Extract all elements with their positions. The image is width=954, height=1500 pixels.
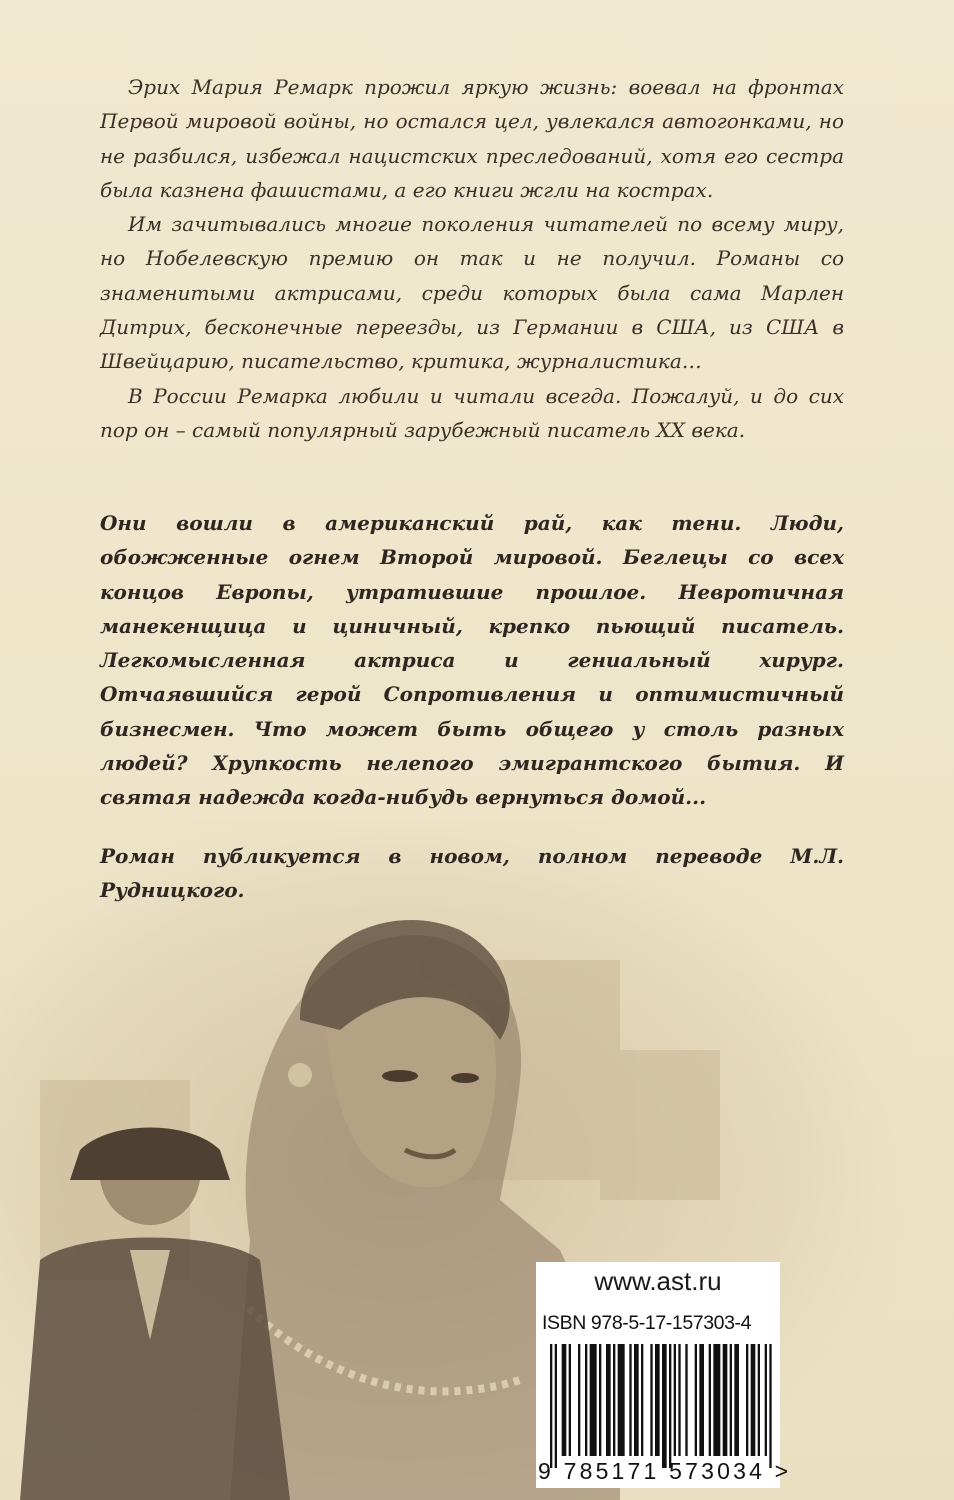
barcode-bar (562, 1344, 567, 1456)
barcode-bar (655, 1344, 660, 1456)
barcode-bar (590, 1344, 597, 1456)
sepia-photo-illustration (0, 820, 954, 1500)
biography-paragraph: Эрих Мария Ремарк прожил яркую жизнь: воевал на фронтах Первой мировой войны, но остался цел, увлекался автогонками, но не разбился, избежал нацистских преследований, хотя его сестра была казнена фашистами, а его книги жгли на кострах. (100, 75, 844, 202)
publisher-website: www.ast.ru (594, 1266, 722, 1296)
barcode-bar (641, 1344, 643, 1456)
barcode-bar (669, 1344, 671, 1468)
barcode-bar (769, 1344, 771, 1468)
barcode-bar (674, 1344, 676, 1456)
barcode-bar (713, 1344, 720, 1456)
barcode-bar (634, 1344, 639, 1456)
barcode-bar (765, 1344, 767, 1456)
barcode-icon (550, 1344, 774, 1468)
barcode-bar (699, 1344, 704, 1456)
barcode-bar (650, 1344, 652, 1456)
barcode-label (536, 1262, 792, 1488)
barcode-digits: 9 785171 573034 > (538, 1458, 792, 1484)
barcode-bar (723, 1344, 728, 1456)
barcode-bar (662, 1344, 667, 1468)
isbn-number: ISBN 978-5-17-157303-4 (542, 1312, 752, 1334)
barcode-bar (678, 1344, 680, 1456)
barcode-bar (613, 1344, 615, 1456)
barcode-bar (751, 1344, 756, 1456)
translation-note: Роман публикуется в новом, полном переводе М.Л. Рудницкого. (100, 843, 844, 902)
barcode-bar (606, 1344, 611, 1456)
barcode-bar (685, 1344, 687, 1456)
barcode-bar (555, 1344, 557, 1468)
barcode-bar (569, 1344, 571, 1456)
barcode-bar (758, 1344, 760, 1456)
barcode-bar (695, 1344, 697, 1456)
summary-paragraph: Они вошли в американский рай, как тени. Люди, обожженные огнем Второй мировой. Беглецы со всех концов Европы, утратившие прошлое. Невротичная манекенщица и циничный, крепко пьющий писатель. Легкомысленная актриса и гениальный хирург. Отчаявшийся герой Сопротивления и оптимистичный бизнесмен. Что может быть общего у столь разных людей? Хрупкость нелепого эмигрантского бытия. И святая надежда когда-нибудь вернуться домой... (100, 511, 844, 810)
biography-paragraph: В России Ремарка любили и читали всегда. Пожалуй, и до сих пор он – самый популярный зарубежный писатель XX века. (100, 383, 844, 442)
book-summary (100, 506, 844, 907)
biography-paragraph: Им зачитывались многие поколения читателей по всему миру, но Нобелевскую премию он так и не получил. Романы со знаменитыми актрисами, среди которых была сама Марлен Дитрих, бесконечные переезды, из Германии в США, из США в Швейцарию, писательство, критика, журналистика… (100, 212, 844, 374)
barcode-bar (734, 1344, 739, 1456)
barcode-bar (618, 1344, 625, 1456)
barcode-bar (578, 1344, 580, 1456)
barcode-bar (629, 1344, 631, 1456)
barcode-bar (746, 1344, 748, 1456)
barcode-bar (599, 1344, 601, 1456)
barcode-bar (550, 1344, 552, 1468)
author-biography (100, 70, 844, 447)
barcode-bar (730, 1344, 732, 1456)
barcode-bar (585, 1344, 587, 1456)
barcode-bar (709, 1344, 711, 1456)
